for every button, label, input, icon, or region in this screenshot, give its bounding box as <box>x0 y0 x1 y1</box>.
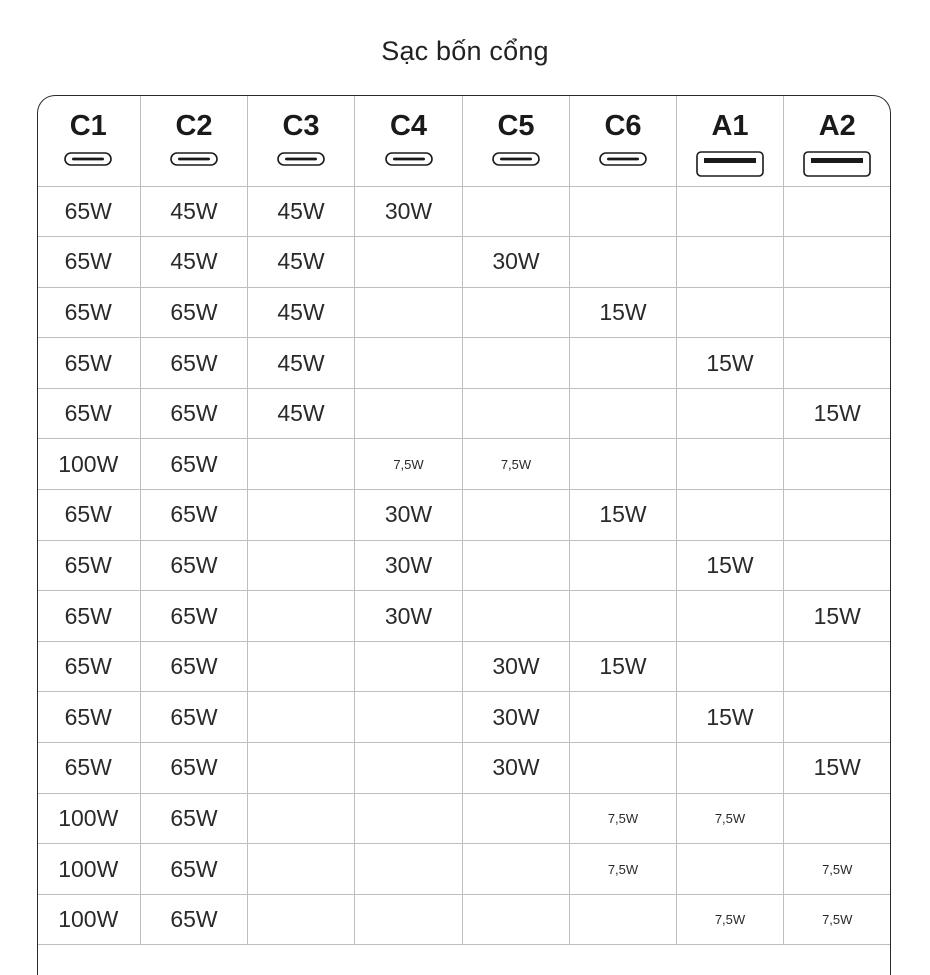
power-cell-c6 <box>570 439 677 490</box>
power-cell-c2: 65W <box>141 641 248 692</box>
power-cell-c2: 65W <box>141 490 248 541</box>
power-cell-a1: 15W <box>677 540 784 591</box>
power-cell-c6 <box>570 692 677 743</box>
power-cell-c6 <box>570 540 677 591</box>
usb-a-port-icon <box>803 151 871 177</box>
power-cell-c3 <box>248 641 355 692</box>
power-cell-a1 <box>677 388 784 439</box>
power-cell-c3 <box>248 439 355 490</box>
usb-c-port-icon <box>170 151 218 167</box>
port-header-a1 <box>677 95 784 186</box>
power-cell-c6 <box>570 894 677 945</box>
power-cell-c3: 45W <box>248 287 355 338</box>
port-header-c4 <box>355 95 463 186</box>
power-cell-c1: 65W <box>37 591 141 642</box>
power-cell-c4 <box>355 388 463 439</box>
power-cell-a1 <box>677 186 784 237</box>
port-label: C2 <box>175 109 213 142</box>
table-row <box>37 186 891 237</box>
power-cell-a2: 7,5W <box>784 844 891 895</box>
power-cell-c2: 65W <box>141 540 248 591</box>
power-cell-c5 <box>463 186 570 237</box>
power-cell-c3: 45W <box>248 186 355 237</box>
power-cell-a1 <box>677 591 784 642</box>
power-cell-c2: 65W <box>141 844 248 895</box>
port-label: C4 <box>389 109 428 142</box>
port-header-c2 <box>141 95 248 186</box>
power-cell-a2 <box>784 439 891 490</box>
power-cell-c5 <box>463 490 570 541</box>
power-cell-c2: 65W <box>141 743 248 794</box>
power-cell-c6 <box>570 743 677 794</box>
power-cell-c6 <box>570 388 677 439</box>
power-cell-c2: 65W <box>141 287 248 338</box>
power-cell-a1 <box>677 490 784 541</box>
power-cell-a2 <box>784 641 891 692</box>
power-cell-c6: 7,5W <box>570 844 677 895</box>
power-cell-c2: 65W <box>141 439 248 490</box>
power-cell-c1: 65W <box>37 743 141 794</box>
port-label: A2 <box>818 109 856 142</box>
power-cell-c4 <box>355 692 463 743</box>
power-cell-c5 <box>463 894 570 945</box>
power-cell-c4: 30W <box>355 591 463 642</box>
power-cell-a2 <box>784 287 891 338</box>
power-cell-c1: 65W <box>37 186 141 237</box>
table-row <box>37 237 891 288</box>
table-row <box>37 743 891 794</box>
power-cell-a2 <box>784 692 891 743</box>
power-cell-c4 <box>355 743 463 794</box>
usb-a-port-icon <box>696 151 764 177</box>
port-label: C6 <box>604 109 642 142</box>
power-cell-a1 <box>677 439 784 490</box>
table-row <box>37 692 891 743</box>
table-row <box>37 338 891 389</box>
power-cell-a1: 7,5W <box>677 793 784 844</box>
power-cell-c3 <box>248 743 355 794</box>
power-cell-a1: 7,5W <box>677 894 784 945</box>
power-cell-c3 <box>248 793 355 844</box>
power-cell-c3 <box>248 692 355 743</box>
power-cell-c5 <box>463 287 570 338</box>
port-header-c1 <box>37 95 141 186</box>
port-header-a2 <box>784 95 891 186</box>
table-row <box>37 439 891 490</box>
power-cell-c5: 30W <box>463 743 570 794</box>
table-row <box>37 894 891 945</box>
port-label: A1 <box>711 109 749 142</box>
power-cell-c1: 65W <box>37 287 141 338</box>
power-cell-a2: 7,5W <box>784 894 891 945</box>
power-cell-c5: 30W <box>463 237 570 288</box>
power-cell-a2 <box>784 540 891 591</box>
table-row <box>37 591 891 642</box>
page-title: Sạc bốn cổng <box>381 36 549 66</box>
power-cell-c4: 30W <box>355 540 463 591</box>
power-cell-c4: 30W <box>355 186 463 237</box>
power-cell-c2: 45W <box>141 237 248 288</box>
table-row <box>37 388 891 439</box>
usb-c-port-icon <box>599 151 647 167</box>
power-cell-c3 <box>248 894 355 945</box>
usb-c-port-icon <box>64 151 112 167</box>
power-cell-c1: 65W <box>37 388 141 439</box>
power-cell-c1: 65W <box>37 490 141 541</box>
power-cell-c2: 65W <box>141 338 248 389</box>
power-cell-c2: 65W <box>141 793 248 844</box>
power-cell-c4 <box>355 793 463 844</box>
power-cell-c2: 65W <box>141 692 248 743</box>
power-cell-c6 <box>570 338 677 389</box>
power-cell-c3: 45W <box>248 237 355 288</box>
power-cell-c3 <box>248 540 355 591</box>
table-header-row <box>37 95 891 186</box>
power-cell-c6: 15W <box>570 287 677 338</box>
power-cell-a2 <box>784 490 891 541</box>
power-cell-c3: 45W <box>248 338 355 389</box>
usb-c-port-icon <box>277 151 325 167</box>
port-header-c5 <box>463 95 570 186</box>
power-cell-c4 <box>355 237 463 288</box>
power-cell-c3 <box>248 844 355 895</box>
power-cell-c1: 65W <box>37 338 141 389</box>
power-cell-a2 <box>784 793 891 844</box>
power-cell-a1: 15W <box>677 338 784 389</box>
power-cell-c5 <box>463 540 570 591</box>
power-cell-a2 <box>784 237 891 288</box>
power-cell-a1 <box>677 743 784 794</box>
power-cell-c3 <box>248 591 355 642</box>
table-row <box>37 641 891 692</box>
power-cell-c6 <box>570 237 677 288</box>
port-label: C1 <box>69 109 107 142</box>
table-row <box>37 490 891 541</box>
power-cell-a2: 15W <box>784 743 891 794</box>
power-cell-c5 <box>463 793 570 844</box>
power-cell-a1: 15W <box>677 692 784 743</box>
power-cell-c1: 65W <box>37 237 141 288</box>
power-cell-c4: 7,5W <box>355 439 463 490</box>
power-cell-c5: 30W <box>463 692 570 743</box>
power-cell-c6 <box>570 186 677 237</box>
usb-c-port-icon <box>492 151 540 167</box>
table-row <box>37 540 891 591</box>
power-cell-c1: 65W <box>37 641 141 692</box>
power-cell-a1 <box>677 641 784 692</box>
power-cell-c4 <box>355 894 463 945</box>
power-cell-c2: 65W <box>141 591 248 642</box>
usb-c-port-icon <box>385 151 433 167</box>
power-cell-a2: 15W <box>784 591 891 642</box>
power-cell-c4 <box>355 338 463 389</box>
power-cell-c2: 65W <box>141 894 248 945</box>
power-cell-c5 <box>463 388 570 439</box>
port-power-table <box>37 95 891 945</box>
power-cell-c4 <box>355 287 463 338</box>
power-cell-c6: 7,5W <box>570 793 677 844</box>
power-cell-c4 <box>355 641 463 692</box>
power-cell-a1 <box>677 237 784 288</box>
power-cell-c5 <box>463 591 570 642</box>
power-cell-c1: 65W <box>37 692 141 743</box>
table-row <box>37 793 891 844</box>
port-header-c6 <box>570 95 677 186</box>
power-cell-c6: 15W <box>570 641 677 692</box>
power-cell-c5: 30W <box>463 641 570 692</box>
power-cell-c6 <box>570 591 677 642</box>
power-cell-c4: 30W <box>355 490 463 541</box>
power-distribution-table <box>37 95 891 975</box>
port-header-c3 <box>248 95 355 186</box>
port-label: C3 <box>282 109 320 142</box>
power-cell-c1: 100W <box>37 793 141 844</box>
power-cell-c1: 100W <box>37 894 141 945</box>
power-cell-c2: 45W <box>141 186 248 237</box>
power-cell-c4 <box>355 844 463 895</box>
power-cell-c2: 65W <box>141 388 248 439</box>
power-cell-a1 <box>677 844 784 895</box>
power-cell-a2 <box>784 186 891 237</box>
table-row <box>37 844 891 895</box>
power-cell-c5 <box>463 338 570 389</box>
power-cell-c5 <box>463 844 570 895</box>
port-label: C5 <box>497 109 535 142</box>
power-cell-a2: 15W <box>784 388 891 439</box>
table-row <box>37 287 891 338</box>
power-cell-c1: 100W <box>37 844 141 895</box>
power-cell-c1: 65W <box>37 540 141 591</box>
power-cell-a1 <box>677 287 784 338</box>
power-cell-c6: 15W <box>570 490 677 541</box>
power-cell-a2 <box>784 338 891 389</box>
power-cell-c3: 45W <box>248 388 355 439</box>
table-body <box>37 186 891 945</box>
power-cell-c5: 7,5W <box>463 439 570 490</box>
power-cell-c1: 100W <box>37 439 141 490</box>
power-cell-c3 <box>248 490 355 541</box>
